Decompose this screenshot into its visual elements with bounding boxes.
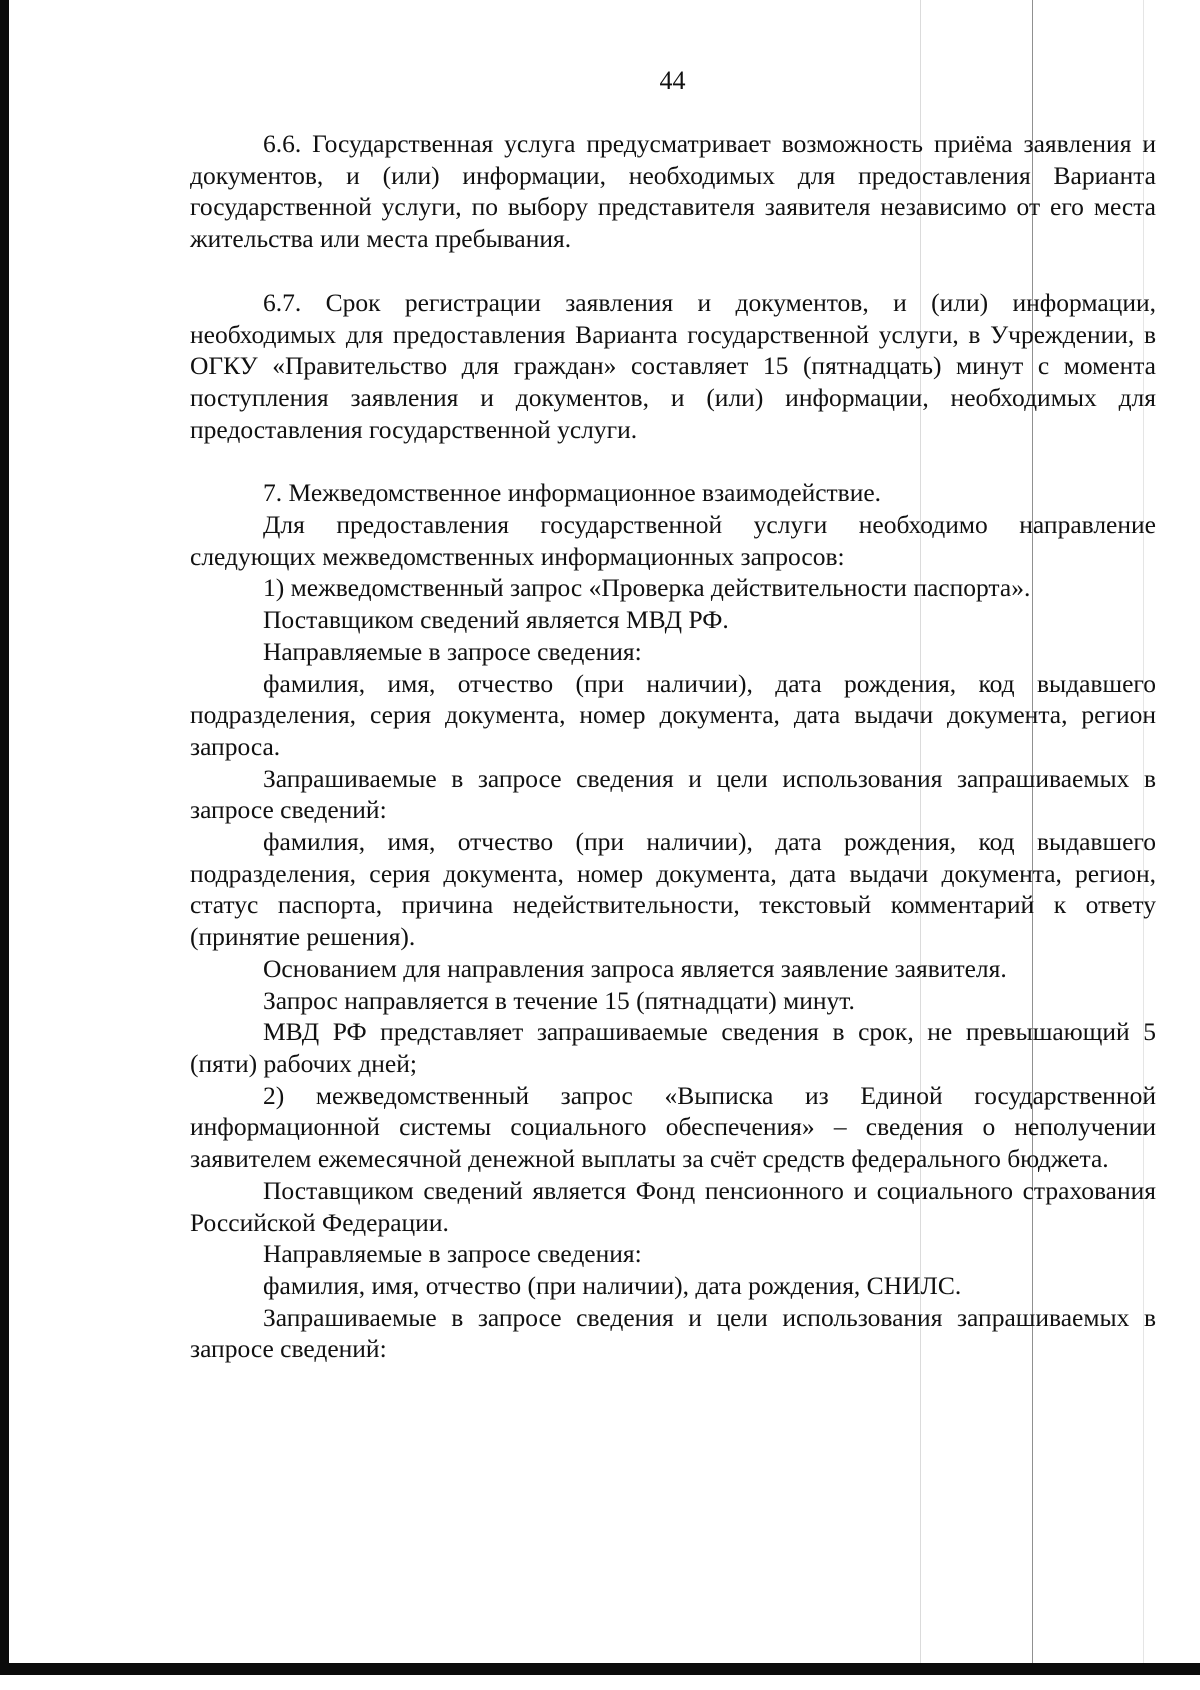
paragraph: Запрашиваемые в запросе сведения и цели использования запрашиваемых в запросе сведений: [190, 1302, 1156, 1364]
section-7-heading: 7. Межведомственное информационное взаимодействие. [263, 478, 882, 508]
paragraph-gap [190, 445, 1156, 477]
paragraph: Поставщиком сведений является МВД РФ. [263, 605, 729, 635]
paragraph: Основанием для направления запроса является заявление заявителя. [263, 953, 1007, 983]
scan-edge-left [0, 0, 9, 1675]
paragraph: Направляемые в запросе сведения: [263, 1239, 642, 1269]
paragraph: Запрашиваемые в запросе сведения и цели использования запрашиваемых в запросе сведений: [190, 763, 1156, 825]
paragraph: Поставщиком сведений является Фонд пенсионного и социального страхования Российской Федерации. [190, 1175, 1156, 1237]
paragraph-gap [190, 255, 1156, 287]
paragraph: 1) межведомственный запрос «Проверка действительности паспорта». [263, 573, 1031, 603]
paragraph: Запрос направляется в течение 15 (пятнадцати) минут. [263, 985, 855, 1015]
paragraph-6-7: 6.7. Срок регистрации заявления и документов, и (или) информации, необходимых для предоставления Варианта государственной услуги, в Учреждении, в ОГКУ «Правительство для граждан» составляет 15 (пятнадцать) минут с момента поступления заявления и документов, и (или) информации, необходимых для предоставления государственной услуги. [190, 287, 1156, 444]
paragraph: фамилия, имя, отчество (при наличии), дата рождения, СНИЛС. [263, 1270, 962, 1300]
document-body [190, 128, 1156, 1365]
paragraph: Направляемые в запросе сведения: [263, 636, 642, 666]
paragraph: Для предоставления государственной услуги необходимо направление следующих межведомственных информационных запросов: [190, 510, 1156, 571]
paragraph: фамилия, имя, отчество (при наличии), дата рождения, код выдавшего подразделения, серия документа, номер документа, дата выдачи документа, регион, статус паспорта, причина недействительности, текстовый комментарий к ответу (принятие решения). [190, 827, 1156, 952]
paragraph: 2) межведомственный запрос «Выписка из Единой государственной информационной системы социального обеспечения» – сведения о неполучении заявителем ежемесячной денежной выплаты за счёт средств федерального бюджета. [190, 1080, 1156, 1174]
paragraph: МВД РФ представляет запрашиваемые сведения в срок, не превышающий 5 (пяти) рабочих дней; [190, 1017, 1156, 1078]
page-number: 44 [659, 66, 686, 95]
scan-edge-bottom [0, 1663, 1200, 1675]
paragraph: фамилия, имя, отчество (при наличии), дата рождения, код выдавшего подразделения, серия документа, номер документа, дата выдачи документа, регион запроса. [190, 668, 1156, 761]
paragraph-6-6: 6.6. Государственная услуга предусматривает возможность приёма заявления и документов, и (или) информации, необходимых для предоставления Варианта государственной услуги, по выбору представителя заявителя независимо от его места жительства или места пребывания. [190, 129, 1156, 254]
